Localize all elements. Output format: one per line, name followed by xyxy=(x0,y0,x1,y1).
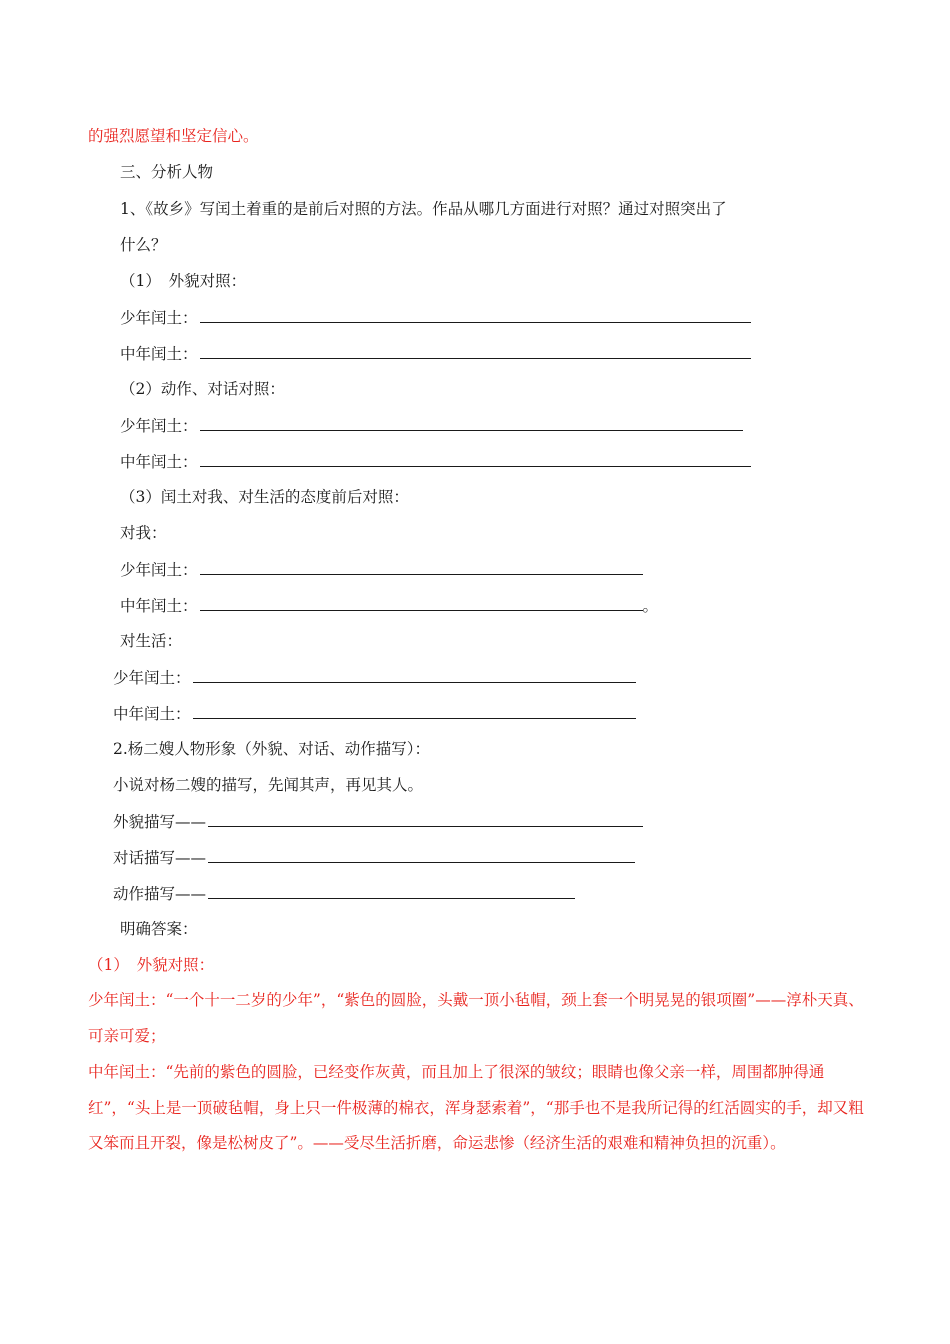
action-young-row xyxy=(120,415,743,436)
q1-part-3-label: （3）闰土对我、对生活的态度前后对照： xyxy=(120,488,409,506)
answer-blank[interactable] xyxy=(208,847,635,863)
appearance-young-row xyxy=(120,307,751,328)
appearance-description-row xyxy=(113,811,643,832)
period: 。 xyxy=(642,597,659,615)
middle-label: 中年闰土： xyxy=(120,597,198,615)
to-life-label: 对生活： xyxy=(120,632,183,650)
answer-blank[interactable] xyxy=(200,415,743,431)
young-label: 少年闰土： xyxy=(120,417,198,435)
attitude-me-young-row xyxy=(120,559,643,580)
appearance-description-label: 外貌描写—— xyxy=(113,813,207,831)
young-label: 少年闰土： xyxy=(120,309,198,327)
question-2-title: 2.杨二嫂人物形象（外貌、对话、动作描写）： xyxy=(113,740,431,758)
question-1-line-2: 什么？ xyxy=(120,236,167,254)
appearance-middle-row xyxy=(120,343,751,364)
middle-label: 中年闰土： xyxy=(120,345,198,363)
middle-label: 中年闰土： xyxy=(120,453,198,471)
answer-heading: 明确答案： xyxy=(120,920,198,938)
answer-blank[interactable] xyxy=(208,811,643,827)
answer-young-paragraph: 少年闰土：“一个十一二岁的少年”，“紫色的圆脸，头戴一顶小毡帽，颈上套一个明晃晃的银项圈”——淳朴天真、可亲可爱； xyxy=(88,991,864,1045)
attitude-life-young-row xyxy=(113,667,636,688)
action-description-label: 动作描写—— xyxy=(113,885,207,903)
dialogue-description-row xyxy=(113,847,635,868)
answer-part-1-label: （1） 外貌对照： xyxy=(88,956,215,974)
action-description-row xyxy=(113,883,575,904)
action-middle-row xyxy=(120,451,751,472)
previous-page-continuation: 的强烈愿望和坚定信心。 xyxy=(88,127,259,145)
answer-blank[interactable] xyxy=(200,595,643,611)
attitude-me-middle-row xyxy=(120,595,658,616)
young-label: 少年闰土： xyxy=(120,561,198,579)
to-me-label: 对我： xyxy=(120,524,167,542)
section-heading: 三、分析人物 xyxy=(120,163,214,181)
dialogue-description-label: 对话描写—— xyxy=(113,849,207,867)
attitude-life-middle-row xyxy=(113,703,636,724)
answer-blank[interactable] xyxy=(208,883,575,899)
answer-blank[interactable] xyxy=(193,703,636,719)
answer-blank[interactable] xyxy=(193,667,636,683)
answer-blank[interactable] xyxy=(200,307,751,323)
answer-blank[interactable] xyxy=(200,559,643,575)
question-2-intro: 小说对杨二嫂的描写，先闻其声，再见其人。 xyxy=(113,776,424,794)
answer-blank[interactable] xyxy=(200,343,751,359)
answer-middle-paragraph: 中年闰土：“先前的紫色的圆脸，已经变作灰黄，而且加上了很深的皱纹；眼睛也像父亲一样，周围都肿得通红”，“头上是一顶破毡帽，身上只一件极薄的棉衣，浑身瑟索着”，“那手也不是我所记得的红活圆实的手，却又粗又笨而且开裂，像是松树皮了”。——受尽生活折磨，命运悲惨（经济生活的艰难和精神负担的沉重）。 xyxy=(88,1063,864,1152)
q1-part-1-label: （1） 外貌对照： xyxy=(120,272,247,290)
question-1-line-1: 1、《故乡》写闰土着重的是前后对照的方法。作品从哪几方面进行对照？通过对照突出了 xyxy=(120,200,727,218)
q1-part-2-label: （2）动作、对话对照： xyxy=(120,380,285,398)
middle-label: 中年闰土： xyxy=(113,705,191,723)
answer-blank[interactable] xyxy=(200,451,751,467)
young-label: 少年闰土： xyxy=(113,669,191,687)
